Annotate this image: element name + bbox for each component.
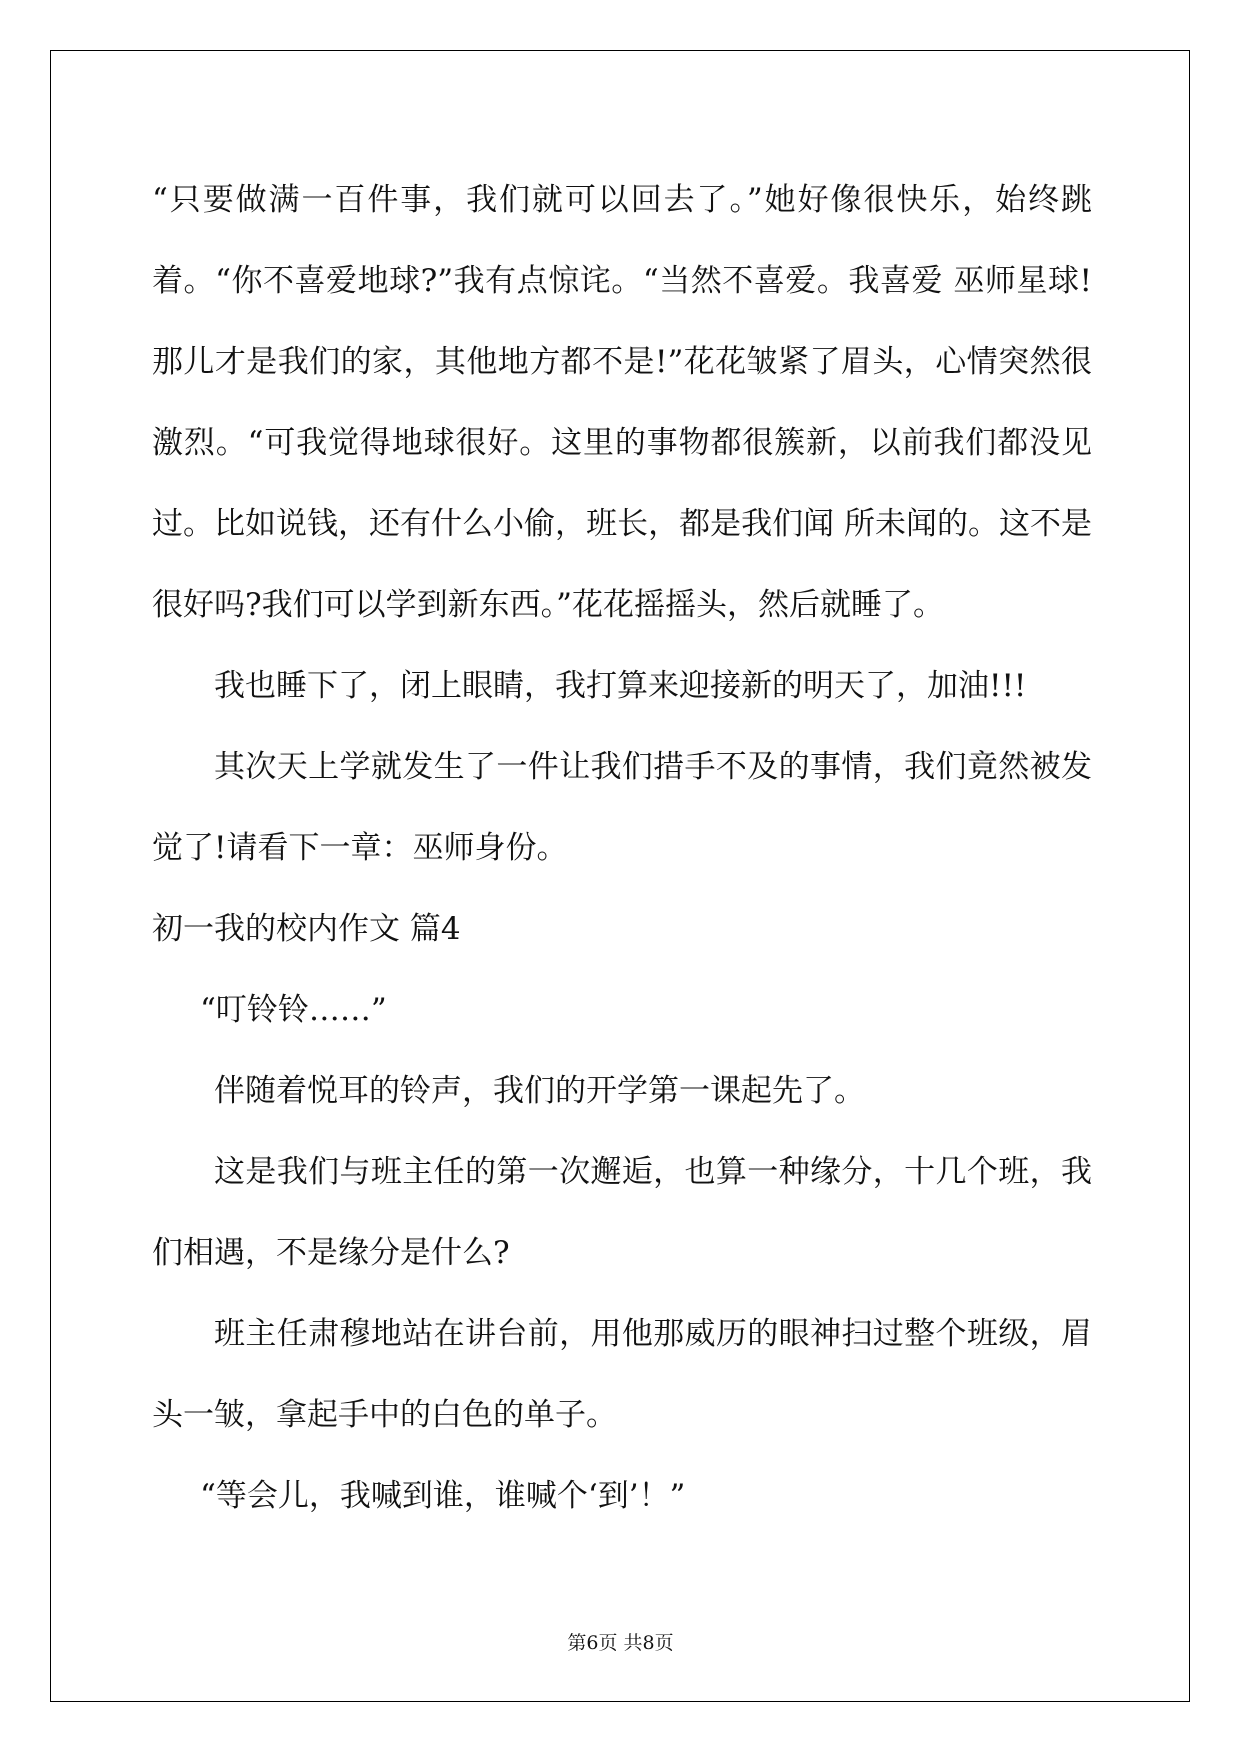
paragraph: 我也睡下了，闭上眼睛，我打算来迎接新的明天了，加油!!! [214,668,1027,704]
paragraph: 其次天上学就发生了一件让我们措手不及的事情，我们竟然被发觉了!请看下一章：巫师身份。 [152,749,1092,866]
paragraph: 伴随着悦耳的铃声，我们的开学第一课起先了。 [214,1073,865,1109]
paragraph: “等会儿，我喊到谁，谁喊个‘到’！” [200,1478,686,1514]
page-number: 第6页 共8页 [567,1632,674,1654]
document-body [152,160,1092,1537]
paragraph: 这是我们与班主任的第一次邂逅，也算一种缘分，十几个班，我们相遇，不是缘分是什么? [152,1154,1092,1271]
paragraph: 班主任肃穆地站在讲台前，用他那威历的眼神扫过整个班级，眉头一皱，拿起手中的白色的单子。 [152,1316,1092,1433]
paragraph: “叮铃铃……” [200,992,387,1028]
section-heading: 初一我的校内作文 篇4 [152,911,461,947]
paragraph: “只要做满一百件事，我们就可以回去了。”她好像很快乐，始终跳着。“你不喜爱地球?”我有点惊诧。“当然不喜爱。我喜爱 巫师星球!那儿才是我们的家，其他地方都不是!”花花皱紧了眉头，心情突然很激烈。“可我觉得地球很好。这里的事物都很簇新，以前我们都没见过。比如说钱，还有什么小偷，班长，都是我们闻 所未闻的。这不是很好吗?我们可以学到新东西。”花花摇摇头，然后就睡了。 [152,182,1092,623]
